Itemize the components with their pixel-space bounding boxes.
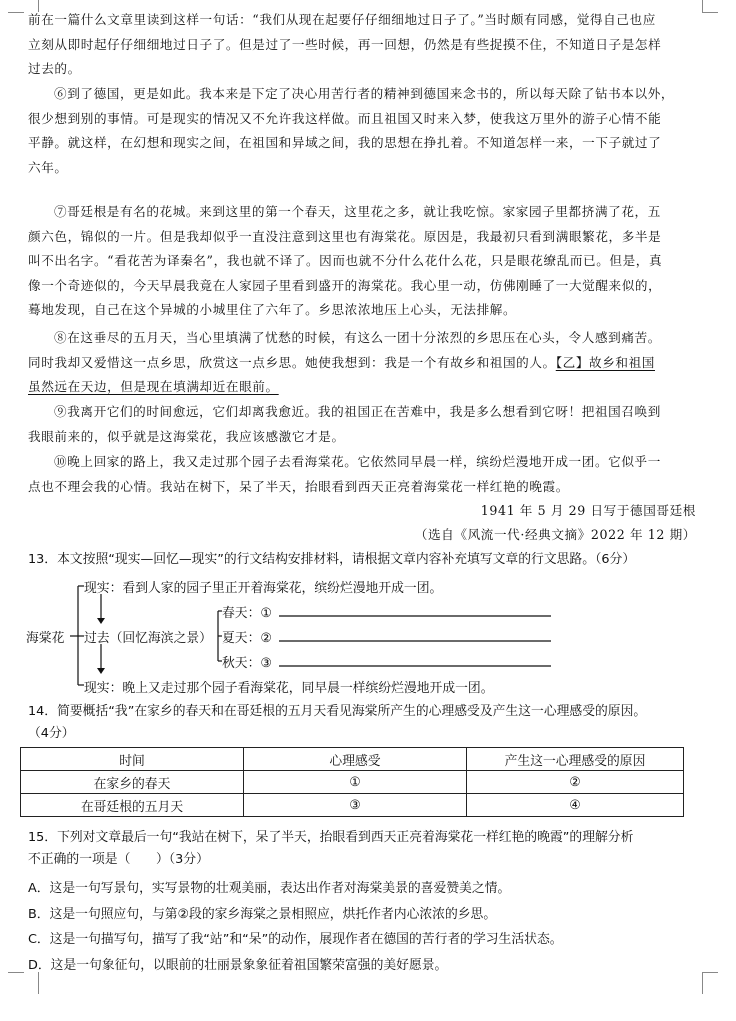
passage-date — [28, 499, 696, 524]
question-15-line1: 15．下列对文章最后一句“我站在树下，呆了半天，抬眼看到西天正亮着海棠花一样红艳的晚霞”的理解分析 — [28, 830, 634, 845]
table-cell-blank[interactable]: ② — [467, 771, 684, 794]
table-row — [21, 771, 684, 794]
underlined-sentence-yi: 【乙】故乡和祖国 — [555, 354, 655, 370]
text-line: 平静。就这样，在幻想和现实之间，在祖国和异域之间，我的思想在挣扎着。不知道怎样一来，一下子就过了 — [28, 135, 662, 151]
text-line: 点也不理会我的心情。我站在树下，呆了半天，抬眼看到西天正亮着海棠花一样红艳的晚霞。 — [28, 478, 569, 494]
passage-paragraph-9 — [28, 400, 696, 449]
date-line: 1941 年 5 月 29 日写于德国哥廷根 — [480, 503, 696, 518]
question-14 — [28, 701, 708, 745]
crop-mark-top-left-h — [8, 12, 24, 13]
text-line: 很少想到别的事情。可是现实的情况又不允许我这样做。而且祖国又时来入梦，使我这万里外的游子心情不能 — [28, 110, 662, 126]
text-line: 过去的。 — [28, 61, 81, 77]
table-cell: 在哥廷根的五月天 — [21, 794, 244, 817]
question-15 — [28, 827, 708, 871]
crop-mark-bottom-left-h — [8, 972, 24, 973]
diagram-bottom-reality: 现实：晚上又走过那个园子看海棠花，同早晨一样缤纷烂漫地开成一团。 — [84, 681, 494, 696]
question-14-line1: 14．简要概括“我”在家乡的春天和在哥廷根的五月天看见海棠所产生的心理感受及产生这一心理感受的原因。 — [28, 704, 647, 719]
table-cell: 在家乡的春天 — [21, 771, 244, 794]
diagram-root-label: 海棠花 — [26, 631, 65, 646]
diagram-spring-blank[interactable]: 春天：① — [222, 606, 272, 621]
question-15-line2: 不正确的一项是（ ）（3分） — [28, 852, 209, 867]
passage-paragraph-6 — [28, 82, 696, 180]
option-c[interactable]: C．这是一句描写句，描写了我“站”和“呆”的动作，展现作者在德国的苦行者的学习生活状态。 — [28, 932, 563, 947]
passage-paragraph-10 — [28, 450, 696, 499]
text-line: 颜六色，锦似的一片。但是我却似乎一直没注意到这里也有海棠花。原因是，我最初只看到满眼繁花，多半是 — [28, 228, 662, 244]
text-line: ⑦哥廷根是有名的花城。来到这里的第一个春天，这里花之多，就让我吃惊。家家园子里都挤满了花，五 — [54, 204, 661, 219]
text-line: 立刻从即时起仔仔细细地过日子了。但是过了一些时候，再一回想，仍然是有些捉摸不住，不知道日子是怎样 — [28, 36, 662, 52]
option-b[interactable]: B．这是一句照应句，与第②段的家乡海棠之景相照应，烘托作者内心浓浓的乡思。 — [28, 906, 497, 922]
crop-mark-top-right — [702, 0, 717, 12]
text-line: ⑥到了德国，更是如此。我本来是下定了决心用苦行者的精神到德国来念书的，所以每天除了钻书本以外， — [54, 86, 675, 101]
passage-paragraph-continued — [28, 8, 696, 82]
text-line: ⑩晚上回家的路上，我又走过那个园子去看海棠花。它依然同早晨一样，缤纷烂漫地开成一团。它似乎一 — [54, 454, 661, 469]
table-cell-blank[interactable]: ③ — [244, 794, 467, 817]
table-header-cell: 心理感受 — [244, 748, 467, 771]
underlined-sentence-yi-cont: 虽然远在天边，但是现在填满却近在眼前。 — [28, 379, 279, 395]
text-line: 像一个奇迹似的，今天早晨我竟在人家园子里看到盛开的海棠花。我心里一动，仿佛刚睡了一大觉醒来似的， — [28, 277, 662, 293]
question-14-line2: （4分） — [28, 726, 75, 741]
source-line: （选自《风流一代·经典文摘》2022 年 12 期） — [414, 527, 696, 542]
text-line: 叫不出名字。“看花苦为译秦名”，我也就不译了。因而也就不分什么花什么花，只是眼花缭乱而已。但是，真 — [28, 253, 663, 269]
diagram-middle-past: 过去（回忆海滨之景） — [84, 631, 212, 646]
diagram-summer-blank[interactable]: 夏天：② — [222, 631, 272, 646]
text-line: 前在一篇什么文章里读到这样一句话：“我们从现在起要仔仔细细地过日子了。”当时颇有同感，觉得自己也应 — [28, 12, 656, 27]
text-line — [28, 351, 696, 376]
passage-source — [28, 523, 696, 548]
diagram-top-reality: 现实：看到人家的园子里正开着海棠花，缤纷烂漫地开成一团。 — [84, 581, 443, 596]
text-line: 蓦地发现，自己在这个异城的小城里住了六年了。乡思浓浓地压上心头，无法排解。 — [28, 302, 517, 318]
table-header-cell: 时间 — [21, 748, 244, 771]
text-line: ⑧在这垂尽的五月天，当心里填满了忧愁的时候，有这么一团十分浓烈的乡思压在心头，令人感到痛苦。 — [54, 330, 661, 345]
question-15-options — [28, 876, 708, 978]
question-13: 13．本文按照“现实—回忆—现实”的行文结构安排材料，请根据文章内容补充填写文章的行文思路。（6分） — [28, 552, 636, 567]
option-a[interactable]: A．这是一句写景句，实写景物的壮观美丽，表达出作者对海棠美景的喜爱赞美之情。 — [28, 881, 511, 896]
passage-paragraph-7 — [28, 200, 696, 323]
table-row — [21, 794, 684, 817]
table-cell-blank[interactable]: ① — [244, 771, 467, 794]
passage-paragraph-8 — [28, 326, 696, 400]
text-segment: 同时我却又爱惜这一点乡思，欣赏这一点乡思。她使我想到：我是一个有故乡和祖国的人。 — [28, 354, 556, 370]
answer-table — [20, 747, 684, 817]
text-line: 六年。 — [28, 159, 68, 175]
table-cell-blank[interactable]: ④ — [467, 794, 684, 817]
table-header-row — [21, 748, 684, 771]
text-line: 我眼前来的，似乎就是这海棠花，我应该感激它才是。 — [28, 428, 345, 444]
crop-mark-top-right-h — [702, 12, 718, 13]
text-line: ⑨我离开它们的时间愈远，它们却离我愈近。我的祖国正在苦难中，我是多么想看到它呀！把祖国召唤到 — [54, 404, 661, 419]
table-header-cell: 产生这一心理感受的原因 — [467, 748, 684, 771]
option-d[interactable]: D．这是一句象征句，以眼前的壮丽景象象征着祖国繁荣富强的美好愿景。 — [28, 957, 448, 973]
diagram-autumn-blank[interactable]: 秋天：③ — [222, 656, 272, 671]
